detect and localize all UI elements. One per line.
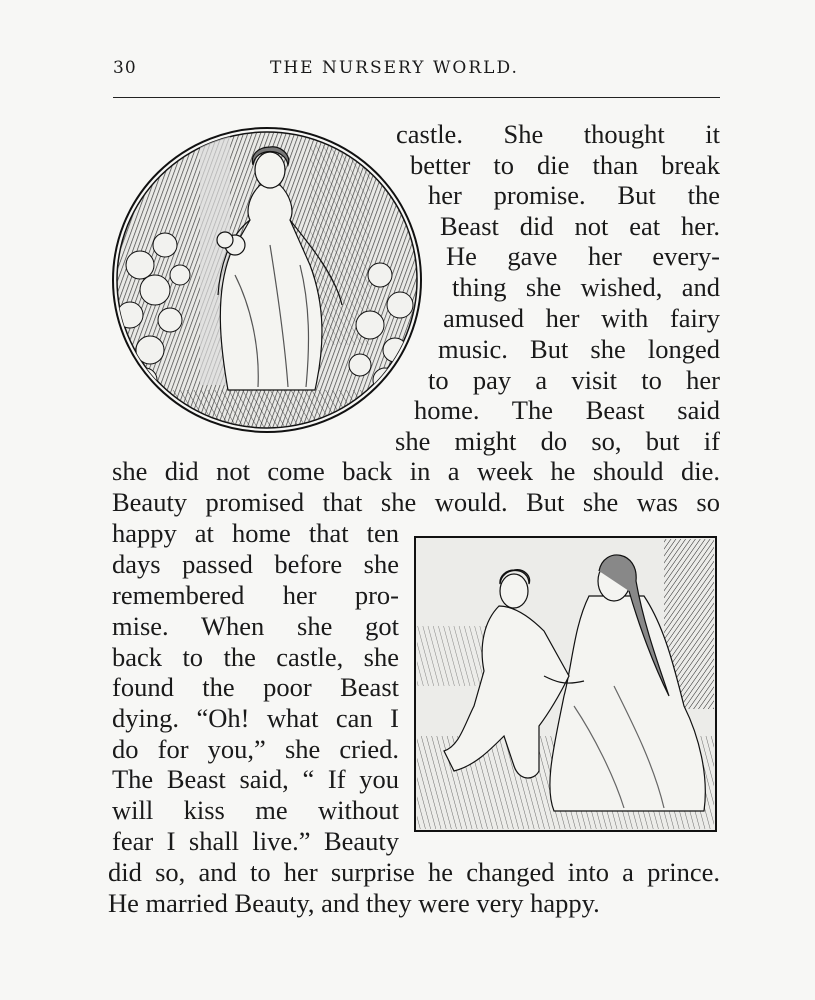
text-line: amused her with fairy <box>443 303 720 333</box>
text-line: home. The Beast said <box>414 395 720 425</box>
beauty-garden-illustration <box>110 125 425 435</box>
text-line: He gave her every- <box>446 241 720 271</box>
text-line: Beauty promised that she would. But she was so <box>112 487 720 517</box>
text-line: she did not come back in a week he should die. <box>112 456 720 486</box>
text-line: He married Beauty, and they were very happy. <box>108 888 600 918</box>
text-line: music. But she longed <box>438 334 720 364</box>
text-line: found the poor Beast <box>112 672 399 702</box>
text-line: did so, and to her surprise he changed into a prince. <box>108 857 720 887</box>
text-line: Beast did not eat her. <box>440 211 720 241</box>
text-line: her promise. But the <box>428 180 720 210</box>
text-line: mise. When she got <box>112 611 399 641</box>
text-line: will kiss me without <box>112 795 399 825</box>
prince-and-beauty-illustration <box>414 536 717 832</box>
running-title: THE NURSERY WORLD. <box>270 58 519 78</box>
text-line: castle. She thought it <box>396 119 720 149</box>
text-line: days passed before she <box>112 549 399 579</box>
text-line: better to die than break <box>410 150 720 180</box>
text-line: dying. “Oh! what can I <box>112 703 399 733</box>
text-line: to pay a visit to her <box>428 365 720 395</box>
text-line: back to the castle, she <box>112 642 399 672</box>
text-line: she might do so, but if <box>395 426 720 456</box>
text-line: happy at home that ten <box>112 518 399 548</box>
header-rule <box>113 97 720 98</box>
text-line: fear I shall live.” Beauty <box>112 826 399 856</box>
text-line: The Beast said, “ If you <box>112 764 399 794</box>
page-number: 30 <box>113 58 137 78</box>
text-line: remembered her pro- <box>112 580 399 610</box>
text-line: thing she wished, and <box>452 272 720 302</box>
text-line: do for you,” she cried. <box>112 734 399 764</box>
